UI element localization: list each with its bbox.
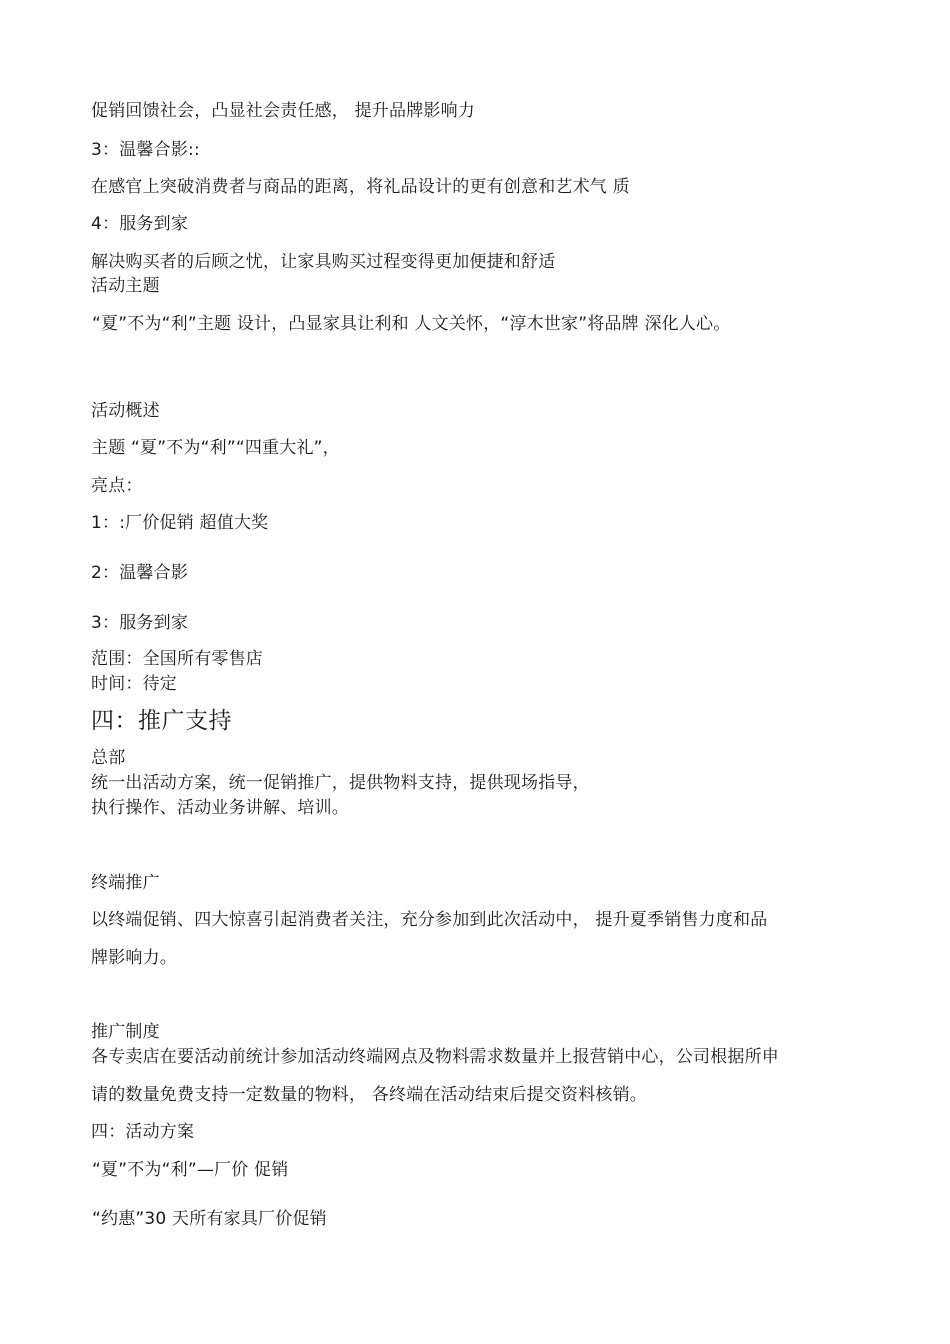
- text-line: “夏”不为“利”主题 设计，凸显家具让利和 人文关怀，“淳木世家”将品牌 深化人心。: [92, 314, 731, 334]
- section-title: 终端推广: [91, 873, 160, 893]
- text-line: 请的数量免费支持一定数量的物料， 各终端在活动结束后提交资料核销。: [91, 1085, 648, 1105]
- text-line: “夏”不为“利”—厂价 促销: [92, 1160, 289, 1180]
- text-line: 1：:厂价促销 超值大奖: [91, 513, 269, 533]
- text-line: 执行操作、活动业务讲解、培训。: [91, 798, 349, 818]
- text-line: 主题 “夏”不为“利”“四重大礼”，: [91, 438, 340, 458]
- text-line: 统一出活动方案，统一促销推广，提供物料支持，提供现场指导，: [91, 773, 590, 793]
- text-line: 解决购买者的后顾之忧，让家具购买过程变得更加便捷和舒适: [91, 252, 556, 272]
- section-heading: 四：推广支持: [91, 708, 232, 734]
- text-line: 以终端促销、四大惊喜引起消费者关注，充分参加到此次活动中， 提升夏季销售力度和品: [91, 910, 768, 930]
- text-line: 时间：待定: [91, 674, 177, 694]
- section-title: 四：活动方案: [91, 1122, 195, 1142]
- text-line: 3：服务到家: [91, 613, 189, 633]
- section-title: 活动概述: [91, 401, 160, 421]
- section-title: 推广制度: [91, 1022, 160, 1042]
- text-line: 在感官上突破消费者与商品的距离，将礼品设计的更有创意和艺术气 质: [91, 177, 630, 197]
- text-line: 4：服务到家: [91, 214, 189, 234]
- text-line: 牌影响力。: [91, 948, 177, 968]
- section-title: 总部: [91, 748, 126, 768]
- section-title: 活动主题: [91, 276, 160, 296]
- text-line: 2：温馨合影: [91, 563, 189, 583]
- text-line: 亮点：: [91, 476, 143, 496]
- text-line: 各专卖店在要活动前统计参加活动终端网点及物料需求数量并上报营销中心，公司根据所申: [91, 1047, 779, 1067]
- text-line: 促销回馈社会，凸显社会责任感， 提升品牌影响力: [91, 101, 476, 121]
- text-line: “约惠”30 天所有家具厂价促销: [92, 1209, 327, 1229]
- text-line: 3：温馨合影::: [91, 140, 200, 160]
- text-line: 范围：全国所有零售店: [91, 649, 263, 669]
